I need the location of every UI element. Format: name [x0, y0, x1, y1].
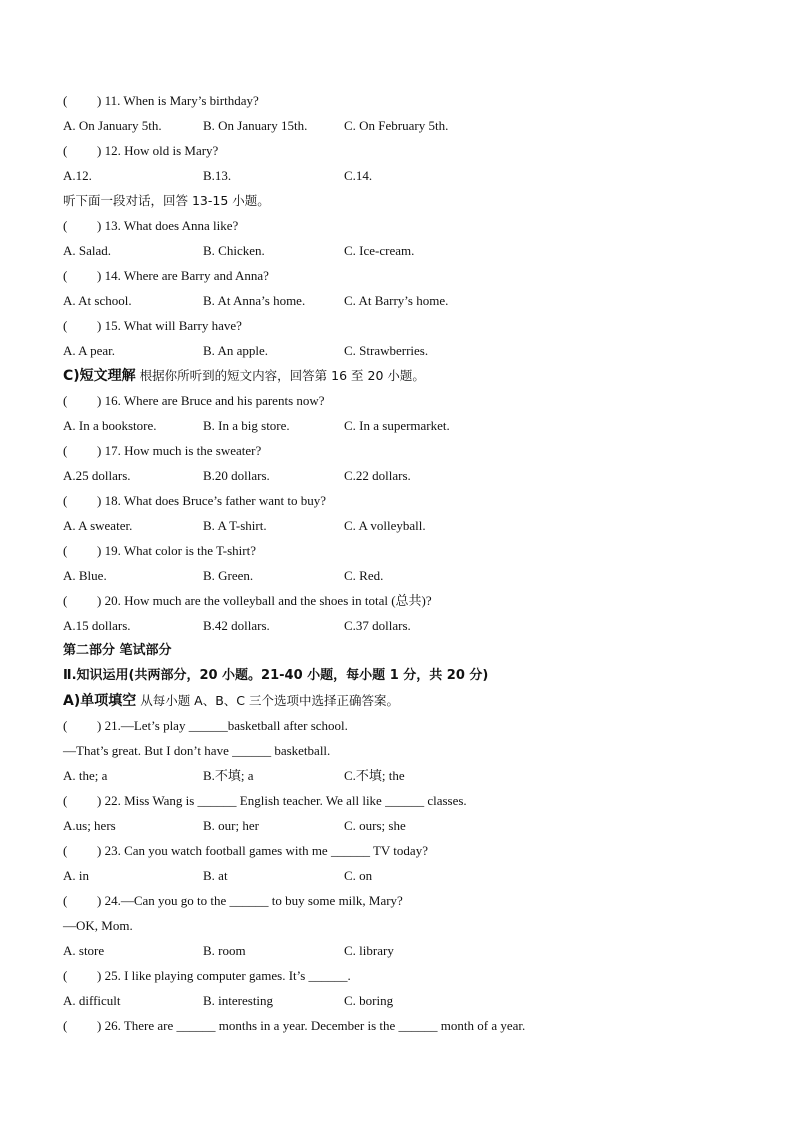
option-c: C.22 dollars. [344, 468, 411, 483]
question-stem: ) 21.—Let’s play ______basketball after school. [97, 718, 348, 733]
option-a: A. in [63, 868, 89, 883]
question-19-options [63, 563, 763, 588]
answer-blank: ( [63, 543, 68, 558]
question-17 [63, 438, 763, 463]
option-c: C. At Barry’s home. [344, 293, 449, 308]
question-24-reply: —OK, Mom. [63, 918, 133, 933]
answer-blank: ( [63, 268, 68, 283]
option-b: B.13. [203, 168, 232, 183]
question-21-reply: —That’s great. But I don’t have ______ basketball. [63, 743, 331, 758]
section-c-label: C)短文理解 [63, 368, 136, 384]
option-a: A. In a bookstore. [63, 418, 157, 433]
answer-blank: ( [63, 593, 68, 608]
option-c: C.不填; the [344, 768, 405, 783]
option-a: A.us; hers [63, 818, 116, 833]
instruction-13-15: 听下面一段对话，回答 13-15 小题。 [63, 193, 270, 208]
option-a: A. store [63, 943, 105, 958]
question-12 [63, 138, 763, 163]
section-c-heading [63, 363, 763, 388]
option-a: A.25 dollars. [63, 468, 131, 483]
option-c: C. ours; she [344, 818, 406, 833]
answer-blank: ( [63, 393, 68, 408]
question-stem: ) 16. Where are Bruce and his parents now? [97, 393, 325, 408]
section-ii-title: Ⅱ.知识运用(共两部分，20 小题。21-40 小题，每小题 1 分，共 20 分) [63, 668, 489, 683]
question-25 [63, 963, 763, 988]
option-b: B. Green. [203, 568, 254, 583]
option-a: A. Blue. [63, 568, 107, 583]
question-11 [63, 88, 763, 113]
option-c: C. boring [344, 993, 394, 1008]
answer-blank: ( [63, 143, 68, 158]
answer-blank: ( [63, 493, 68, 508]
option-a: A. A pear. [63, 343, 115, 358]
option-b: B.20 dollars. [203, 468, 270, 483]
answer-blank: ( [63, 968, 68, 983]
question-19 [63, 538, 763, 563]
question-17-options [63, 463, 763, 488]
option-c: C. on [344, 868, 373, 883]
option-b: B.42 dollars. [203, 618, 270, 633]
option-b: B.不填; a [203, 768, 254, 783]
part-two-title: 第二部分 笔试部分 [63, 643, 172, 658]
question-20 [63, 588, 763, 613]
option-c: C. Strawberries. [344, 343, 429, 358]
question-13-options [63, 238, 763, 263]
section-a-instruction: 从每小题 A、B、C 三个选项中选择正确答案。 [136, 693, 400, 708]
question-20-options [63, 613, 763, 638]
question-stem: ) 17. How much is the sweater? [97, 443, 262, 458]
option-b: B. At Anna’s home. [203, 293, 306, 308]
question-stem: ) 11. When is Mary’s birthday? [97, 93, 259, 108]
question-14-options [63, 288, 763, 313]
question-16-options [63, 413, 763, 438]
option-b: B. at [203, 868, 228, 883]
answer-blank: ( [63, 443, 68, 458]
question-18 [63, 488, 763, 513]
option-c: C. In a supermarket. [344, 418, 450, 433]
question-stem: ) 24.—Can you go to the ______ to buy some milk, Mary? [97, 893, 403, 908]
question-23 [63, 838, 763, 863]
option-a: A.15 dollars. [63, 618, 131, 633]
option-c: C.14. [344, 168, 373, 183]
section-a-heading [63, 688, 763, 713]
exam-page [63, 88, 763, 1038]
question-13 [63, 213, 763, 238]
question-16 [63, 388, 763, 413]
option-b: B. interesting [203, 993, 274, 1008]
question-stem: ) 12. How old is Mary? [97, 143, 219, 158]
question-stem: ) 15. What will Barry have? [97, 318, 242, 333]
option-a: A. the; a [63, 768, 108, 783]
question-stem: ) 19. What color is the T-shirt? [97, 543, 256, 558]
question-stem: ) 25. I like playing computer games. It’s ______. [97, 968, 351, 983]
question-stem: ) 23. Can you watch football games with me ______ TV today? [97, 843, 428, 858]
question-25-options [63, 988, 763, 1013]
question-23-options [63, 863, 763, 888]
question-24 [63, 888, 763, 913]
option-a: A. On January 5th. [63, 118, 162, 133]
question-stem: ) 22. Miss Wang is ______ English teacher. We all like ______ classes. [97, 793, 467, 808]
answer-blank: ( [63, 93, 68, 108]
question-stem: ) 20. How much are the volleyball and the shoes in total (总共)? [97, 593, 432, 608]
option-b: B. A T-shirt. [203, 518, 267, 533]
option-c: C. library [344, 943, 394, 958]
option-a: A. A sweater. [63, 518, 133, 533]
answer-blank: ( [63, 218, 68, 233]
question-15-options [63, 338, 763, 363]
answer-blank: ( [63, 318, 68, 333]
option-a: A. At school. [63, 293, 132, 308]
answer-blank: ( [63, 793, 68, 808]
question-22-options [63, 813, 763, 838]
option-c: C. Red. [344, 568, 384, 583]
question-21 [63, 713, 763, 738]
question-26 [63, 1013, 763, 1038]
question-stem: ) 14. Where are Barry and Anna? [97, 268, 269, 283]
option-b: B. room [203, 943, 246, 958]
answer-blank: ( [63, 843, 68, 858]
question-18-options [63, 513, 763, 538]
option-c: C. Ice-cream. [344, 243, 415, 258]
option-c: C.37 dollars. [344, 618, 411, 633]
answer-blank: ( [63, 893, 68, 908]
option-b: B. our; her [203, 818, 259, 833]
question-15 [63, 313, 763, 338]
question-stem: ) 26. There are ______ months in a year. December is the ______ month of a year. [97, 1018, 526, 1033]
option-c: C. A volleyball. [344, 518, 426, 533]
option-c: C. On February 5th. [344, 118, 449, 133]
question-21-options [63, 763, 763, 788]
option-b: B. An apple. [203, 343, 268, 358]
question-12-options [63, 163, 763, 188]
question-11-options [63, 113, 763, 138]
question-22 [63, 788, 763, 813]
option-b: B. In a big store. [203, 418, 290, 433]
option-b: B. On January 15th. [203, 118, 308, 133]
option-a: A. Salad. [63, 243, 112, 258]
question-14 [63, 263, 763, 288]
option-a: A. difficult [63, 993, 121, 1008]
question-stem: ) 13. What does Anna like? [97, 218, 239, 233]
answer-blank: ( [63, 718, 68, 733]
option-a: A.12. [63, 168, 92, 183]
question-stem: ) 18. What does Bruce’s father want to buy? [97, 493, 326, 508]
section-a-label: A)单项填空 [63, 693, 137, 709]
option-b: B. Chicken. [203, 243, 265, 258]
section-c-instruction: 根据你所听到的短文内容，回答第 16 至 20 小题。 [135, 368, 425, 383]
answer-blank: ( [63, 1018, 68, 1033]
question-24-options [63, 938, 763, 963]
